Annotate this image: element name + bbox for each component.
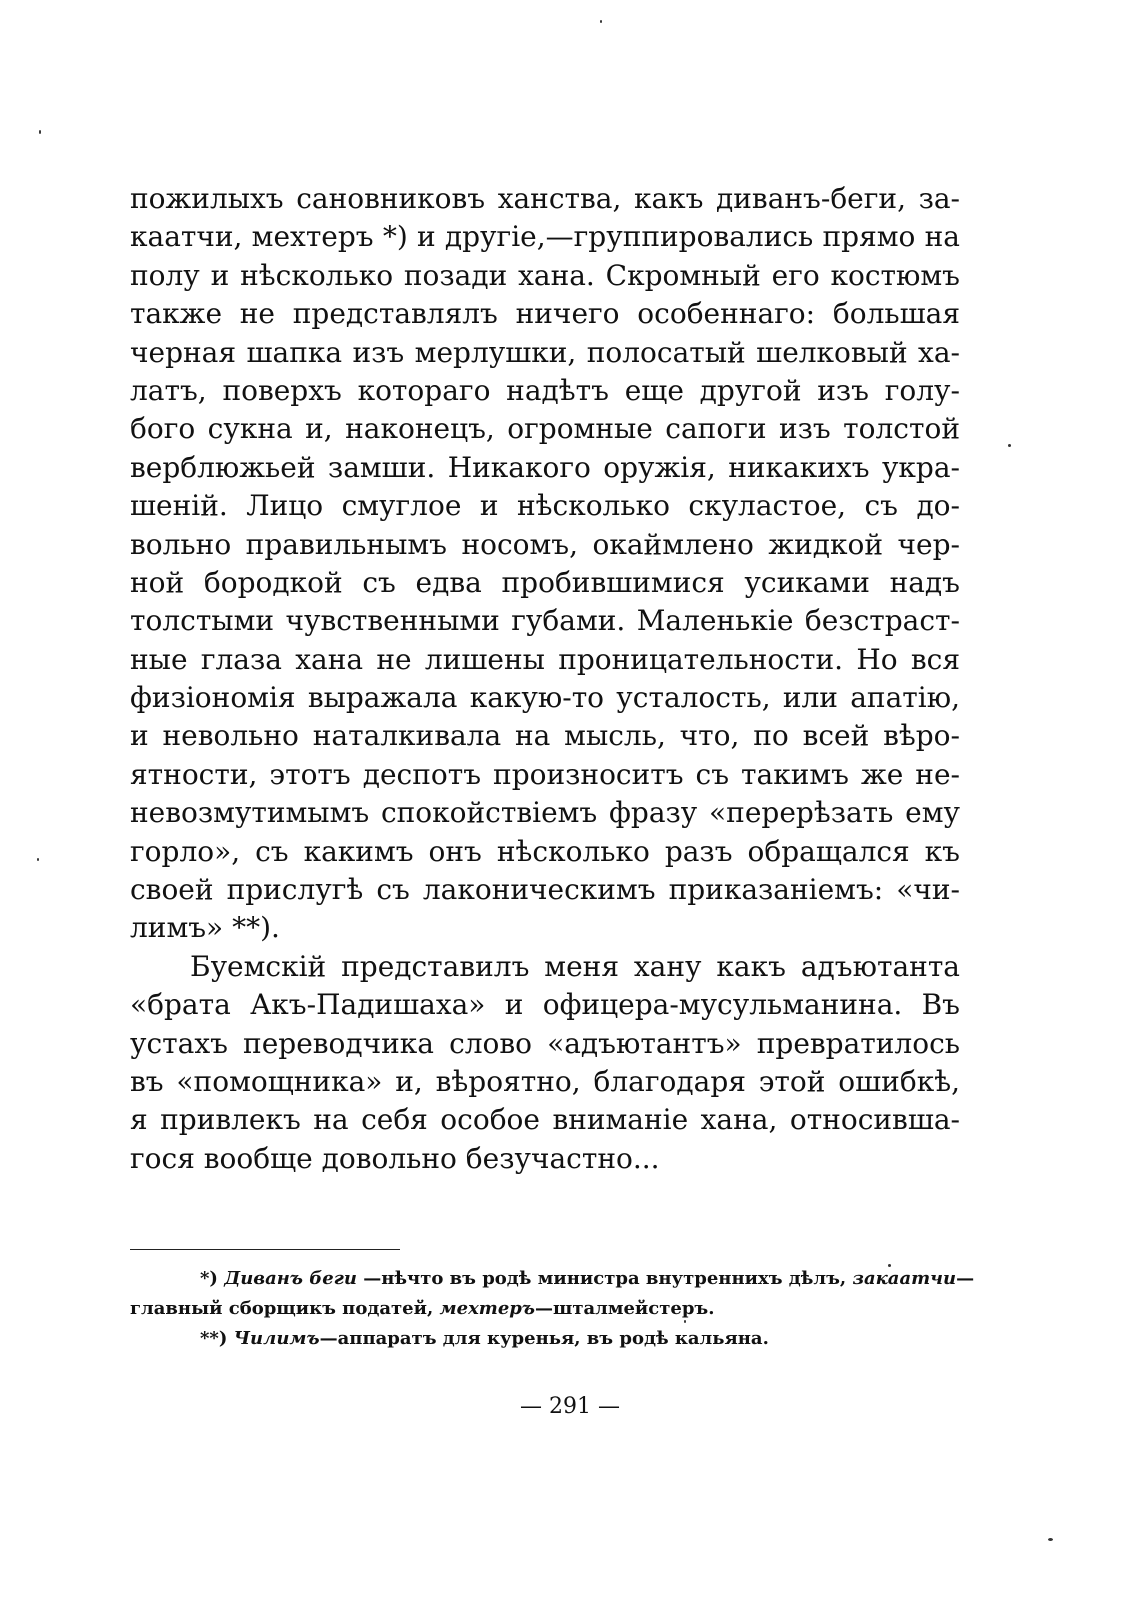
scan-speck [888, 1264, 891, 1267]
text-line: въ «помощника» и, вѣроятно, благодаря этой ошибкѣ, [130, 1064, 960, 1098]
text-line: латъ, поверхъ котораго надѣтъ еще другой изъ голу- [130, 373, 960, 407]
text-line: «брата Акъ-Падишаха» и офицера-мусульманина. Въ [130, 988, 960, 1022]
scan-speck [1008, 444, 1011, 447]
text-line: своей прислугѣ съ лаконическимъ приказаніемъ: «чи- [130, 873, 960, 907]
scan-speck [39, 130, 41, 134]
text-line: толстыми чувственными губами. Маленькіе безстраст- [130, 604, 960, 638]
text-line: шеній. Лицо смуглое и нѣсколько скуластое, съ до- [130, 489, 960, 523]
text-line: и невольно наталкивала на мысль, что, по всей вѣро- [130, 719, 960, 753]
footnote-marker: *) [200, 1268, 218, 1289]
text-line: лимъ» **). [130, 911, 280, 945]
footnote-term: закаатчи [852, 1268, 957, 1289]
text-line: ятности, этотъ деспотъ произноситъ съ такимъ же не- [130, 757, 960, 791]
footnote-divider [130, 1249, 400, 1250]
footnote-term: Диванъ беги [224, 1268, 357, 1289]
page-number: — 291 — [520, 1394, 620, 1419]
footnote-text: — [956, 1268, 975, 1289]
scan-speck [600, 20, 602, 23]
footnote-text: —шталмейстеръ. [534, 1298, 715, 1319]
scan-speck [37, 858, 39, 861]
text-line: горло», съ какимъ онъ нѣсколько разъ обращался къ [130, 834, 960, 868]
text-line: Буемскій представилъ меня хану какъ адъютанта [190, 949, 960, 983]
text-line: гося вообще довольно безучастно... [130, 1141, 660, 1175]
text-line: полу и нѣсколько позади хана. Скромный его костюмъ [130, 258, 960, 292]
text-line: ные глаза хана не лишены проницательности. Но вся [130, 642, 960, 676]
text-line: физіономія выражала какую-то усталость, или апатію, [130, 681, 960, 715]
text-line: верблюжьей замши. Никакого оружія, никакихъ укра- [130, 450, 960, 484]
text-line: бого сукна и, наконецъ, огромные сапоги изъ толстой [130, 412, 960, 446]
text-line: черная шапка изъ мерлушки, полосатый шелковый ха- [130, 335, 960, 369]
text-line: я привлекъ на себя особое вниманіе хана, относивша- [130, 1103, 960, 1137]
footnote-marker: **) [200, 1328, 228, 1349]
footnote-1-continued [130, 1294, 960, 1324]
text-line: невозмутимымъ спокойствіемъ фразу «перерѣзать ему [130, 796, 960, 830]
footnote-term: мехтеръ [439, 1298, 535, 1319]
footnote-text: главный сборщикъ податей, [130, 1298, 440, 1319]
text-line: каатчи, мехтеръ *) и другіе,—группировались прямо на [130, 220, 960, 254]
text-line: также не представлялъ ничего особеннаго: большая [130, 297, 960, 331]
footnote-2 [130, 1324, 960, 1354]
scan-speck [1048, 1538, 1053, 1541]
footnote-text: —аппаратъ для куренья, въ родѣ кальяна. [319, 1328, 769, 1349]
footnote-term: Чилимъ [233, 1328, 320, 1349]
scan-speck [684, 1320, 686, 1323]
body-text [130, 180, 960, 1178]
text-line: вольно правильнымъ носомъ, окаймлено жидкой чер- [130, 527, 960, 561]
footnote-text: —нѣчто въ родѣ министра внутреннихъ дѣлъ, [356, 1268, 853, 1289]
footnote-1 [130, 1264, 975, 1294]
text-line: ной бородкой съ едва пробившимися усиками надъ [130, 565, 960, 599]
text-line: устахъ переводчика слово «адъютантъ» превратилось [130, 1026, 960, 1060]
footnotes [130, 1264, 975, 1354]
text-line: пожилыхъ сановниковъ ханства, какъ диванъ-беги, за- [130, 182, 960, 215]
